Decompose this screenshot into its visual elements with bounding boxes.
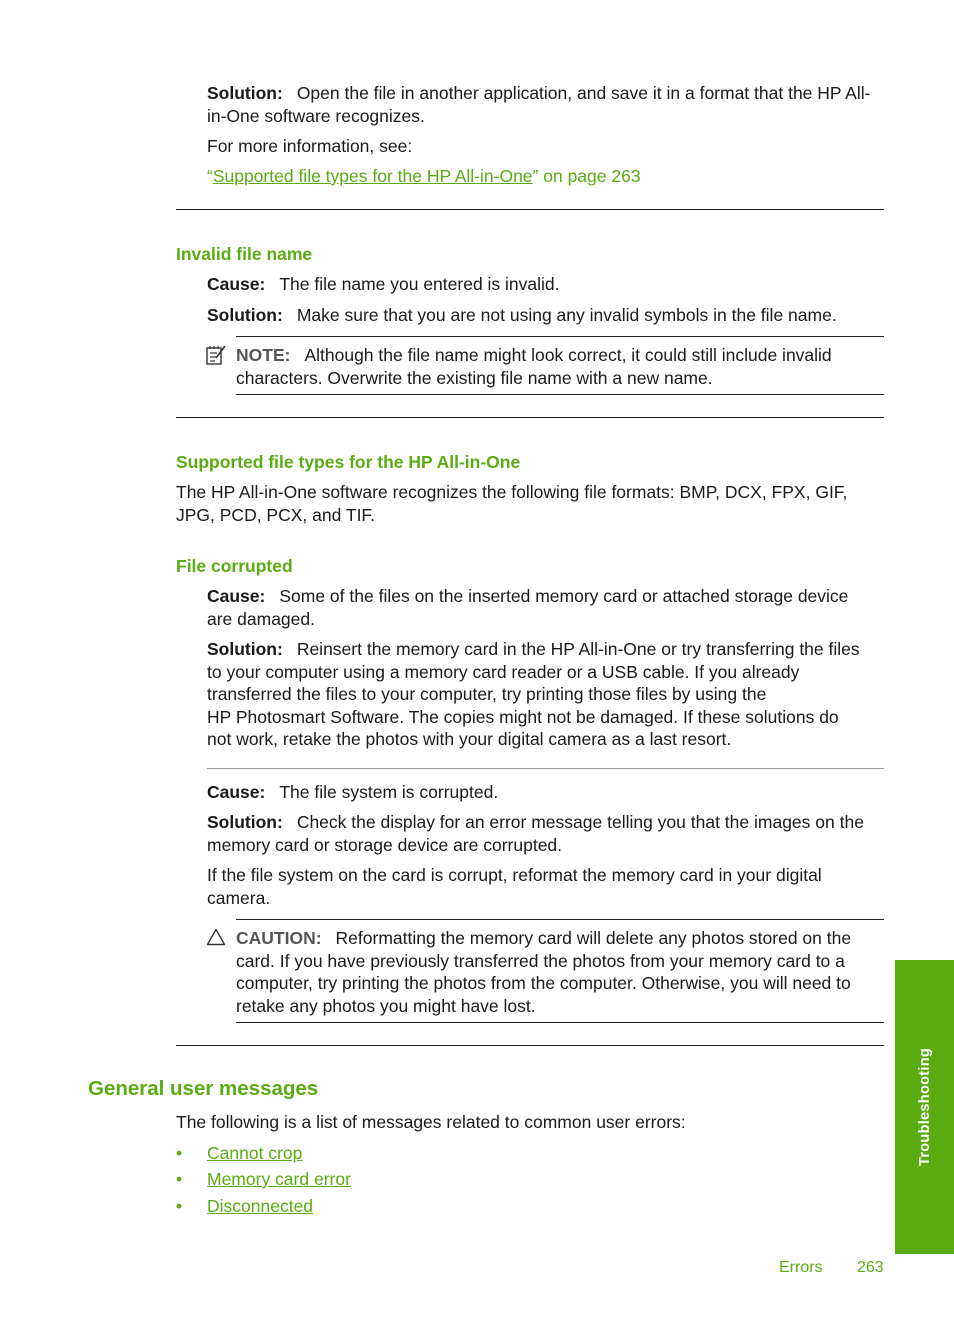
caution-label: CAUTION: — [236, 928, 322, 948]
link-disconnected[interactable]: Disconnected — [207, 1196, 314, 1216]
bullet: • — [176, 1196, 183, 1216]
bullet: • — [176, 1143, 183, 1163]
side-tab-label: Troubleshooting — [916, 1047, 933, 1167]
cause-label: Cause: — [207, 586, 266, 606]
divider — [176, 1045, 884, 1046]
cause-label: Cause: — [207, 274, 266, 294]
divider — [176, 417, 884, 418]
footer-page-number: 263 — [857, 1259, 884, 1276]
troubleshooting-side-tab — [895, 960, 954, 1254]
solution-text: Make sure that you are not using any invalid symbols in the file name. — [296, 305, 837, 325]
supported-types-heading: Supported file types for the HP All-in-One — [176, 452, 521, 472]
note-bottom-rule — [236, 394, 884, 395]
caution-block: CAUTION: Reformatting the memory card will delete any photos stored on the card. If you have previously transferred the photos from your memory card to a computer, try printing the photos from the computer. Otherwise, you will need to retake any photos you might have lost. — [236, 928, 852, 1016]
corrupted-extra: If the file system on the card is corrupt, reformat the memory card in your digital camera. — [207, 865, 822, 908]
general-messages-heading: General user messages — [88, 1077, 319, 1100]
supported-types-text: The HP All-in-One software recognizes the following file formats: BMP, DCX, FPX, GIF, JPG, PCD, PCX, and TIF. — [176, 482, 848, 525]
cause-text: The file name you entered is invalid. — [279, 274, 560, 294]
caution-top-rule — [236, 919, 884, 920]
solution-label: Solution: — [207, 305, 283, 325]
note-top-rule — [236, 336, 884, 337]
caution-triangle-icon — [206, 928, 226, 946]
note-label: NOTE: — [236, 345, 291, 365]
solution-label: Solution: — [207, 812, 283, 832]
solution-text: Open the file in another application, and save it in a format that the HP All- — [296, 83, 871, 103]
note-icon — [205, 344, 227, 366]
solution-text-cont: in-One software recognizes. — [207, 105, 425, 126]
invalid-cause — [207, 273, 560, 296]
note-block — [236, 344, 886, 389]
corrupted-solution-2: Solution: Check the display for an error message telling you that the images on the memory card or storage device are corrupted. — [207, 812, 864, 855]
solution-label: Solution: — [207, 639, 283, 659]
corrupted-cause-2: Cause: The file system is corrupted. — [207, 782, 499, 802]
solution-label: Solution: — [207, 83, 283, 103]
note-text-cont: characters. Overwrite the existing file name with a new name. — [236, 367, 713, 388]
divider — [176, 209, 884, 210]
supported-types-link[interactable]: “Supported file types for the HP All-in-One” on page 263 — [207, 166, 641, 186]
file-corrupted-heading: File corrupted — [176, 556, 293, 576]
link-memory-card-error[interactable]: Memory card error — [207, 1169, 351, 1189]
link-cannot-crop[interactable]: Cannot crop — [207, 1143, 303, 1163]
footer-section: Errors — [779, 1259, 823, 1276]
section-separator — [207, 768, 884, 769]
cause-label: Cause: — [207, 782, 266, 802]
invalid-solution — [207, 304, 837, 327]
invalid-file-name-heading: Invalid file name — [176, 244, 313, 264]
general-intro: The following is a list of messages related to common user errors: — [176, 1112, 686, 1132]
bullet: • — [176, 1169, 183, 1189]
note-text: Although the file name might look correct, it could still include invalid — [304, 345, 832, 365]
caution-bottom-rule — [236, 1022, 884, 1023]
corrupted-cause-1: Cause: Some of the files on the inserted memory card or attached storage device are damaged. — [207, 586, 849, 629]
corrupted-solution-1: Solution: Reinsert the memory card in the HP All-in-One or try transferring the files to your computer using a memory card reader or a USB cable. If you already transferred the files to your computer, try printing those files by using the HP Photosmart Software. The copies might not be damaged. If these solutions do not work, retake the photos with your digital camera as a last resort. — [207, 639, 860, 749]
supported-types-link-text[interactable]: Supported file types for the HP All-in-One — [212, 166, 533, 186]
more-info-text: For more information, see: — [207, 136, 413, 156]
top-solution — [207, 82, 887, 127]
